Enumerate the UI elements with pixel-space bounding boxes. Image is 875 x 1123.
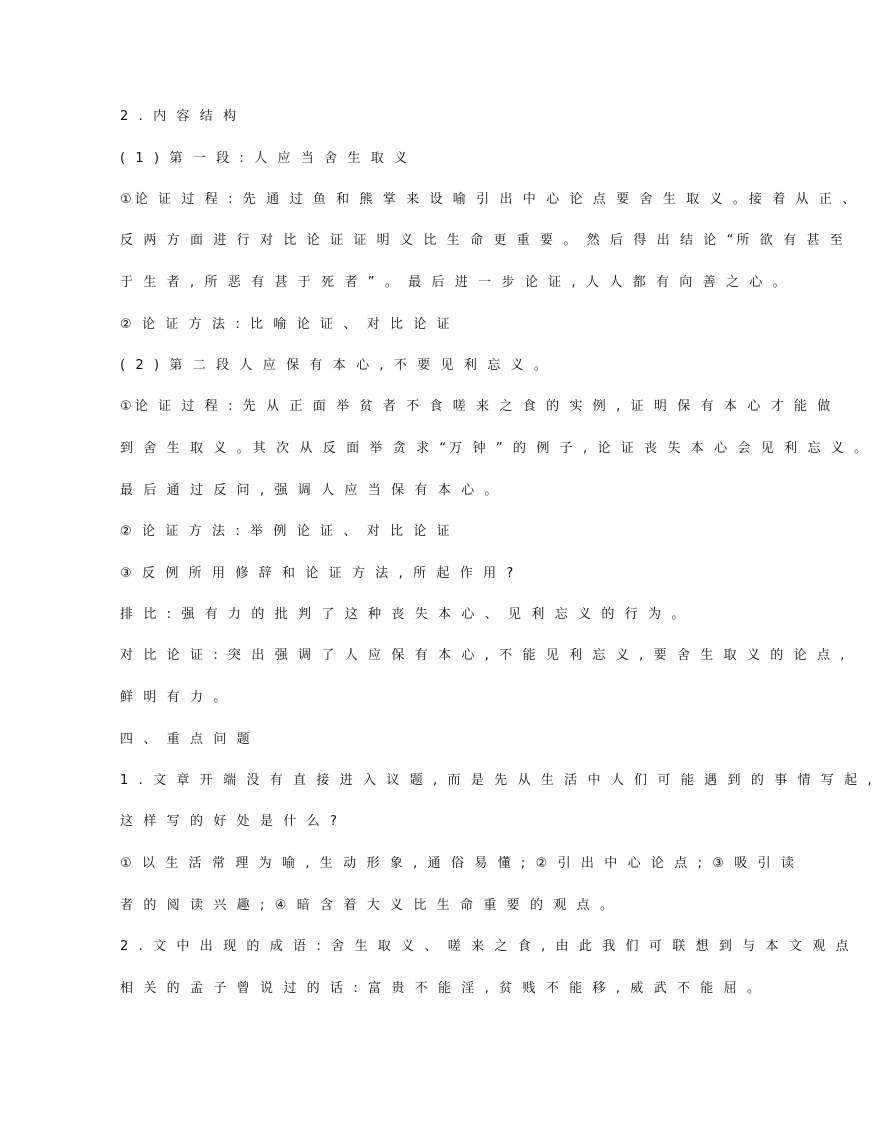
paragraph-line: 鲜 明 有 力 。: [120, 690, 230, 705]
paragraph-line: 到 舍 生 取 义 。其 次 从 反 面 举 贪 求 “万 钟 ” 的 例 子 , 论 证 丧 失 本 心 会 见 利 忘 义 。: [120, 441, 871, 456]
paragraph-line: 排 比 : 强 有 力 的 批 判 了 这 种 丧 失 本 心 、 见 利 忘 义 的 行 为 。: [120, 607, 688, 622]
section-heading: 四 、 重 点 问 题: [120, 732, 253, 747]
paragraph-line: 1 . 文 章 开 端 没 有 直 接 进 入 议 题 , 而 是 先 从 生 活 中 人 们 可 能 遇 到 的 事 情 写 起 ,: [120, 773, 875, 788]
paragraph-line: 最 后 通 过 反 问 , 强 调 人 应 当 保 有 本 心 。: [120, 483, 501, 498]
subsection-heading: ( 2 ) 第 二 段 人 应 保 有 本 心 , 不 要 见 利 忘 义 。: [120, 358, 550, 373]
paragraph-line: 2 . 文 中 出 现 的 成 语 : 舍 生 取 义 、 嗟 来 之 食 , 由 此 我 们 可 联 想 到 与 本 文 观 点: [120, 939, 852, 954]
paragraph-line: 反 两 方 面 进 行 对 比 论 证 证 明 义 比 生 命 更 重 要 。 然 后 得 出 结 论 “所 欲 有 甚 至: [120, 233, 846, 248]
paragraph-line: 相 关 的 孟 子 曾 说 过 的 话 : 富 贵 不 能 淫 , 贫 贱 不 能 移 , 威 武 不 能 屈 。: [120, 981, 764, 996]
section-heading: 2 . 内 容 结 构: [120, 109, 240, 124]
paragraph-line: ①论 证 过 程 : 先 从 正 面 举 贫 者 不 食 嗟 来 之 食 的 实 例 , 证 明 保 有 本 心 才 能 做: [120, 399, 834, 414]
subsection-heading: ( 1 ) 第 一 段 : 人 应 当 舍 生 取 义: [120, 151, 411, 166]
paragraph-line: 这 样 写 的 好 处 是 什 么 ?: [120, 814, 340, 829]
paragraph-line: ③ 反 例 所 用 修 辞 和 论 证 方 法 , 所 起 作 用 ?: [120, 566, 517, 581]
paragraph-line: 对 比 论 证 : 突 出 强 调 了 人 应 保 有 本 心 , 不 能 见 利 忘 义 , 要 舍 生 取 义 的 论 点 ,: [120, 648, 848, 663]
paragraph-line: ② 论 证 方 法 : 举 例 论 证 、 对 比 论 证: [120, 524, 453, 539]
paragraph-line: 者 的 阅 读 兴 趣 ; ④ 暗 含 着 大 义 比 生 命 重 要 的 观 点 。: [120, 898, 617, 913]
paragraph-line: ① 以 生 活 常 理 为 喻 , 生 动 形 象 , 通 俗 易 懂 ; ② 引 出 中 心 论 点 ; ③ 吸 引 读: [120, 856, 798, 871]
paragraph-line: ② 论 证 方 法 : 比 喻 论 证 、 对 比 论 证: [120, 317, 453, 332]
paragraph-line: 于 生 者 , 所 恶 有 甚 于 死 者 ” 。 最 后 进 一 步 论 证 , 人 人 都 有 向 善 之 心 。: [120, 275, 789, 290]
paragraph-line: ①论 证 过 程 : 先 通 过 鱼 和 熊 掌 来 设 喻 引 出 中 心 论 点 要 舍 生 取 义 。接 着 从 正 、: [120, 192, 859, 207]
